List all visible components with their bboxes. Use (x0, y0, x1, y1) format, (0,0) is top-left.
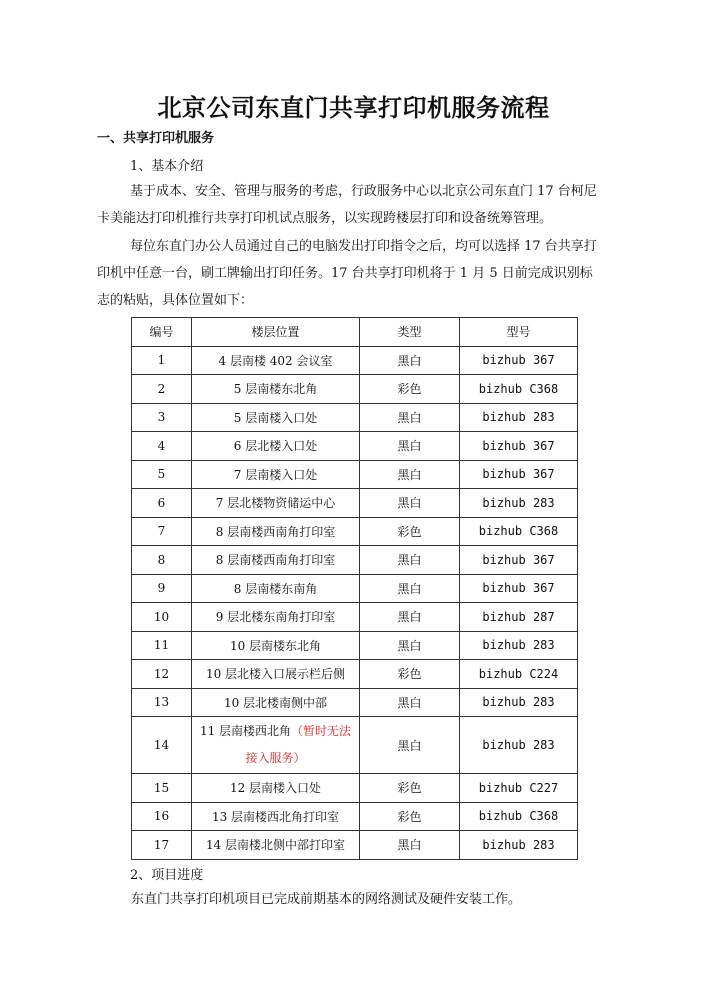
cell-model: bizhub 283 (460, 831, 578, 860)
cell-number: 9 (132, 574, 192, 603)
cell-type: 黑白 (360, 831, 460, 860)
cell-number: 6 (132, 489, 192, 518)
cell-location: 8 层南楼东南角 (192, 574, 360, 603)
cell-model: bizhub 287 (460, 603, 578, 632)
table-header-row (132, 318, 578, 347)
cell-number: 10 (132, 603, 192, 632)
cell-type: 彩色 (360, 517, 460, 546)
table-row (132, 546, 578, 575)
table-row (132, 460, 578, 489)
table-row (132, 688, 578, 717)
cell-model: bizhub C368 (460, 517, 578, 546)
table-row (132, 717, 578, 774)
cell-model: bizhub 367 (460, 346, 578, 375)
cell-number: 4 (132, 432, 192, 461)
cell-number: 11 (132, 631, 192, 660)
table-row (132, 802, 578, 831)
subsection-heading-intro: 1、基本介绍 (130, 159, 204, 174)
cell-type: 黑白 (360, 688, 460, 717)
table-row (132, 432, 578, 461)
cell-type: 黑白 (360, 403, 460, 432)
unavailable-note: （暂时无法 (291, 724, 352, 738)
cell-model: bizhub 283 (460, 631, 578, 660)
printer-table (131, 317, 578, 860)
table-row (132, 831, 578, 860)
cell-location: 14 层南楼北侧中部打印室 (192, 831, 360, 860)
cell-location (192, 717, 360, 774)
unavailable-note-continued: 接入服务） (245, 751, 306, 765)
cell-type: 黑白 (360, 460, 460, 489)
progress-paragraph: 东直门共享打印机项目已完成前期基本的网络测试及硬件安装工作。 (131, 892, 522, 907)
cell-number: 16 (132, 802, 192, 831)
cell-location: 10 层南楼东北角 (192, 631, 360, 660)
cell-number: 12 (132, 660, 192, 689)
cell-model: bizhub 367 (460, 460, 578, 489)
table-row (132, 346, 578, 375)
cell-number: 5 (132, 460, 192, 489)
cell-location: 7 层北楼物资储运中心 (192, 489, 360, 518)
intro-paragraph-1: 基于成本、安全、管理与服务的考虑，行政服务中心以北京公司东直门 17 台柯尼卡美能达打印机推行共享打印机试点服务，以实现跨楼层打印和设备统筹管理。 (97, 184, 597, 226)
table-row (132, 403, 578, 432)
cell-number: 14 (132, 717, 192, 774)
cell-location: 6 层北楼入口处 (192, 432, 360, 461)
table-row (132, 774, 578, 803)
document-title: 北京公司东直门共享打印机服务流程 (157, 94, 550, 122)
table-row (132, 517, 578, 546)
header-model: 型号 (460, 318, 578, 347)
cell-number: 17 (132, 831, 192, 860)
cell-location: 4 层南楼 402 会议室 (192, 346, 360, 375)
header-location: 楼层位置 (192, 318, 360, 347)
cell-location: 13 层南楼西北角打印室 (192, 802, 360, 831)
cell-number: 1 (132, 346, 192, 375)
table-row (132, 603, 578, 632)
cell-location: 8 层南楼西南角打印室 (192, 517, 360, 546)
cell-type: 彩色 (360, 375, 460, 404)
cell-type: 彩色 (360, 660, 460, 689)
cell-location: 9 层北楼东南角打印室 (192, 603, 360, 632)
cell-model: bizhub 283 (460, 717, 578, 774)
cell-type: 彩色 (360, 802, 460, 831)
table-row (132, 489, 578, 518)
cell-location: 7 层南楼入口处 (192, 460, 360, 489)
cell-location: 5 层南楼入口处 (192, 403, 360, 432)
cell-number: 15 (132, 774, 192, 803)
cell-location: 5 层南楼东北角 (192, 375, 360, 404)
cell-type: 黑白 (360, 546, 460, 575)
cell-model: bizhub 367 (460, 546, 578, 575)
cell-model: bizhub C224 (460, 660, 578, 689)
cell-model: bizhub C227 (460, 774, 578, 803)
intro-paragraph-2: 每位东直门办公人员通过自己的电脑发出打印指令之后，均可以选择 17 台共享打印机中任意一台，刷工牌输出打印任务。17 台共享打印机将于 1 月 5 日前完成识别标志的粘贴，具体位置如下： (97, 239, 597, 308)
cell-model: bizhub 283 (460, 489, 578, 518)
cell-location: 12 层南楼入口处 (192, 774, 360, 803)
cell-number: 2 (132, 375, 192, 404)
cell-type: 黑白 (360, 603, 460, 632)
cell-type: 黑白 (360, 432, 460, 461)
cell-type: 黑白 (360, 631, 460, 660)
cell-model: bizhub 283 (460, 403, 578, 432)
cell-number: 8 (132, 546, 192, 575)
cell-type: 黑白 (360, 574, 460, 603)
cell-model: bizhub C368 (460, 802, 578, 831)
header-number: 编号 (132, 318, 192, 347)
table-row (132, 375, 578, 404)
cell-model: bizhub C368 (460, 375, 578, 404)
cell-type: 黑白 (360, 346, 460, 375)
cell-model: bizhub 367 (460, 574, 578, 603)
cell-type: 黑白 (360, 489, 460, 518)
cell-type: 彩色 (360, 774, 460, 803)
subsection-heading-progress: 2、项目进度 (130, 868, 204, 883)
section-heading: 一、共享打印机服务 (97, 131, 215, 146)
table-row (132, 660, 578, 689)
table-row (132, 631, 578, 660)
cell-number: 7 (132, 517, 192, 546)
cell-number: 3 (132, 403, 192, 432)
cell-type: 黑白 (360, 717, 460, 774)
location-text: 11 层南楼西北角 (199, 724, 292, 738)
cell-number: 13 (132, 688, 192, 717)
cell-location: 10 层北楼南侧中部 (192, 688, 360, 717)
cell-location: 8 层南楼西南角打印室 (192, 546, 360, 575)
cell-location: 10 层北楼入口展示栏后侧 (192, 660, 360, 689)
header-type: 类型 (360, 318, 460, 347)
cell-model: bizhub 283 (460, 688, 578, 717)
cell-model: bizhub 367 (460, 432, 578, 461)
table-row (132, 574, 578, 603)
